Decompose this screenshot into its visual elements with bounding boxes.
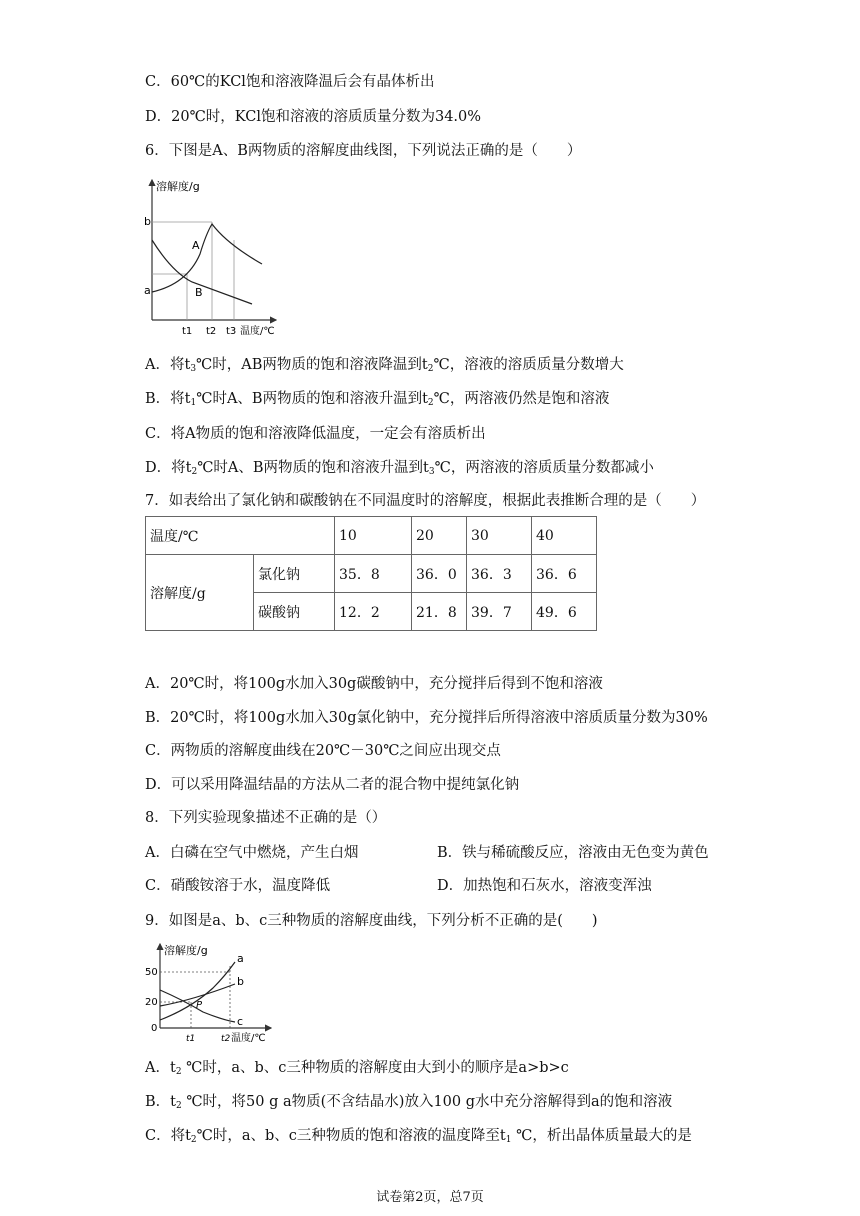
q8-option-c: C．硝酸铵溶于水，温度降低 <box>145 878 331 894</box>
q6-option-a: A．将$t_3℃$时，AB两物质的饱和溶液降温到$t_2℃$，溶液的溶质质量分数增大 <box>145 357 624 374</box>
q6-curve-a <box>152 224 262 292</box>
q6-curve-label-b: B <box>195 286 203 299</box>
q9-ytick-0: 0 <box>151 1023 158 1034</box>
q6-xtick-t3: t3 <box>226 326 237 336</box>
table-cell: 49．6 <box>532 593 597 631</box>
table-cell: 30 <box>467 517 532 555</box>
q8-option-a: A．白磷在空气中燃烧，产生白烟 <box>145 845 359 861</box>
q6-stem: 6．下图是A、B两物质的溶解度曲线图，下列说法正确的是（ ） <box>145 143 582 159</box>
q9-option-a: A．$t_2$ ℃时，a、b、c三种物质的溶解度由大到小的顺序是a>b>c <box>145 1060 569 1077</box>
q8-stem: 8．下列实验现象描述不正确的是（） <box>145 810 387 826</box>
q9-stem: 9．如图是a、b、c三种物质的溶解度曲线，下列分析不正确的是( ) <box>145 913 598 929</box>
table-cell: 36．3 <box>467 555 532 593</box>
q9-curve-a <box>160 962 235 1020</box>
table-cell: 40 <box>532 517 597 555</box>
table-cell: 35．8 <box>335 555 412 593</box>
table-cell: 温度/℃ <box>146 517 335 555</box>
table-cell: 10 <box>335 517 412 555</box>
table-cell: 21．8 <box>412 593 467 631</box>
q6-option-b: B．将$t_1℃$时A、B两物质的饱和溶液升温到$t_2℃$，两溶液仍然是饱和溶液 <box>145 391 610 408</box>
table-cell: 36．0 <box>412 555 467 593</box>
table-row <box>146 555 597 593</box>
q9-xlabel: 温度/℃ <box>231 1033 266 1044</box>
table-cell: 溶解度/g <box>146 555 254 631</box>
q9-ylabel: 溶解度/g <box>164 944 208 957</box>
q6-solubility-chart <box>142 174 282 336</box>
q9-xtick-t1: t1 <box>186 1034 196 1044</box>
table-cell: 氯化钠 <box>254 555 335 593</box>
table-cell: 20 <box>412 517 467 555</box>
q7-option-b: B．20℃时，将100g水加入30g氯化钠中，充分搅拌后所得溶液中溶质质量分数为30% <box>145 710 708 726</box>
q7-option-c: C．两物质的溶解度曲线在20℃－30℃之间应出现交点 <box>145 743 501 759</box>
q9-point-p: P <box>196 1000 203 1011</box>
q7-stem: 7．如表给出了氯化钠和碳酸钠在不同温度时的溶解度，根据此表推断合理的是（ ） <box>145 493 706 509</box>
q9-xtick-t2: t2 <box>221 1034 231 1044</box>
q9-curve-label-c: c <box>237 1015 244 1028</box>
q8-option-d: D．加热饱和石灰水，溶液变浑浊 <box>437 878 652 894</box>
q9-curve-label-b: b <box>237 975 244 988</box>
q6-xtick-t1: t1 <box>182 326 193 336</box>
q5-option-d: D．20℃时，KCl饱和溶液的溶质质量分数为34.0% <box>145 109 482 125</box>
q5-option-c: C．60℃的KCl饱和溶液降温后会有晶体析出 <box>145 74 435 90</box>
q6-xlabel: 温度/℃ <box>240 326 275 336</box>
q6-ytick-a: a <box>144 284 151 297</box>
q9-curve-label-a: a <box>237 952 244 965</box>
q6-ylabel: 溶解度/g <box>156 180 200 193</box>
page-footer: 试卷第2页，总7页 <box>376 1190 484 1205</box>
q6-ytick-b: b <box>144 215 151 228</box>
q7-option-a: A．20℃时，将100g水加入30g碳酸钠中，充分搅拌后得到不饱和溶液 <box>145 676 603 692</box>
q8-option-b: B．铁与稀硫酸反应，溶液由无色变为黄色 <box>437 845 709 861</box>
q7-solubility-table <box>145 516 597 631</box>
q9-ytick-50: 50 <box>145 967 158 978</box>
q9-solubility-chart <box>143 940 275 1044</box>
q9-option-c: C．将$t_2℃$时，a、b、c三种物质的饱和溶液的温度降至$t_1$ ℃，析出晶体质量最大的是 <box>145 1128 692 1145</box>
q9-option-b: B．$t_2$ ℃时，将50 g a物质(不含结晶水)放入100 g水中充分溶解得到a的饱和溶液 <box>145 1094 673 1111</box>
q6-option-d: D．将$t_2℃$时A、B两物质的饱和溶液升温到$t_3℃$，两溶液的溶质质量分数都减小 <box>145 460 654 477</box>
table-cell: 39．7 <box>467 593 532 631</box>
q6-xtick-t2: t2 <box>206 326 217 336</box>
table-cell: 36．6 <box>532 555 597 593</box>
table-row <box>146 517 597 555</box>
q6-option-c: C．将A物质的饱和溶液降低温度，一定会有溶质析出 <box>145 426 486 442</box>
q7-option-d: D．可以采用降温结晶的方法从二者的混合物中提纯氯化钠 <box>145 777 520 793</box>
table-cell: 碳酸钠 <box>254 593 335 631</box>
q9-ytick-20: 20 <box>145 997 158 1008</box>
q6-curve-label-a: A <box>192 239 200 252</box>
table-cell: 12．2 <box>335 593 412 631</box>
